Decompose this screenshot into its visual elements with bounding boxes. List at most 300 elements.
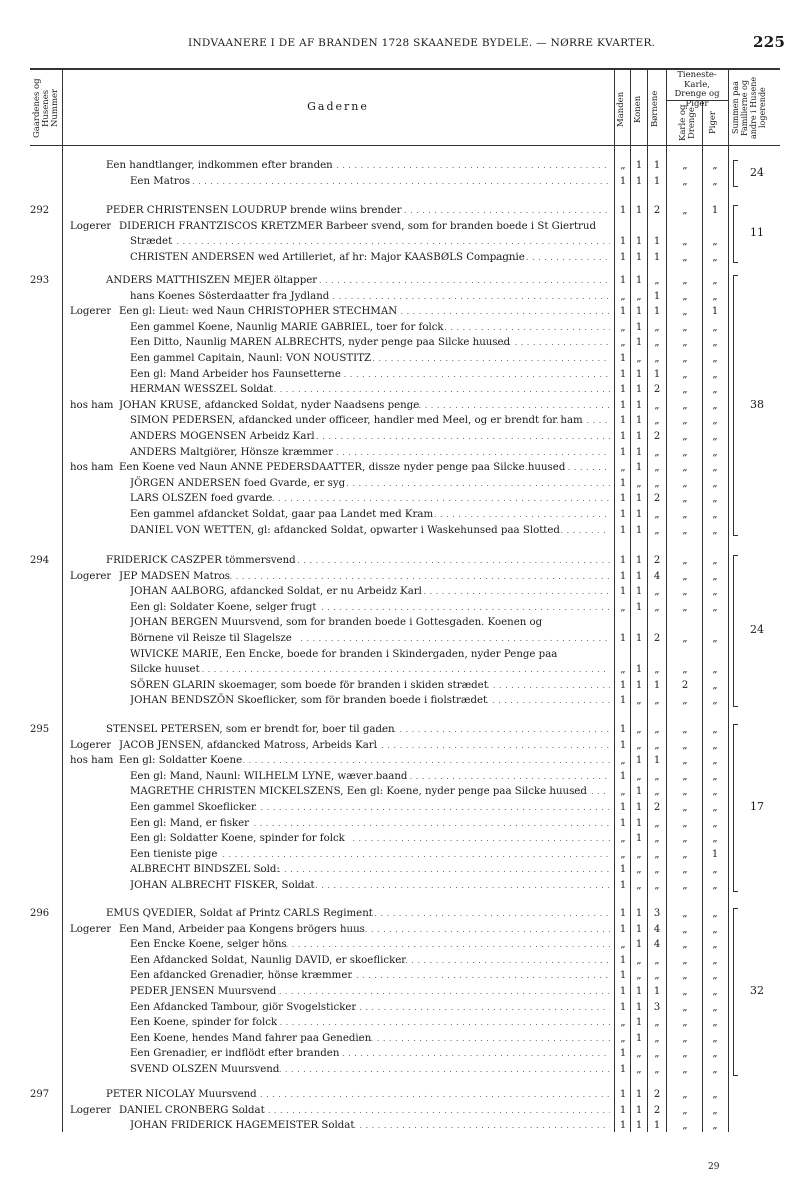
men-count: 1	[619, 509, 627, 520]
table-row	[0, 662, 800, 678]
col-head-streets: Gaderne	[307, 100, 369, 113]
girls-count: „	[712, 695, 718, 707]
wives-count: 1	[635, 1104, 643, 1116]
entry-text: ANDERS MOGENSEN Arbeidz Karl	[130, 431, 315, 442]
table-row	[0, 862, 800, 878]
table-row	[0, 491, 800, 507]
running-header: INDVAANERE I DE AF BRANDEN 1728 SKAANEDE BYDELE. — NØRRE KVARTER.	[188, 37, 656, 49]
wives-count: „	[636, 848, 642, 860]
men-count: „	[620, 290, 626, 302]
leader-dots	[347, 1000, 610, 1016]
girls-count: „	[712, 1017, 718, 1029]
boys-count: „	[682, 353, 688, 364]
lodger-prefix: Logerer	[70, 570, 112, 582]
table-row	[0, 413, 800, 429]
col-head-men: Manden	[616, 91, 626, 127]
table-row	[0, 631, 800, 647]
wives-count: 1	[635, 802, 643, 813]
girls-count: „	[712, 833, 718, 845]
leader-dots	[399, 584, 610, 600]
table-row	[0, 906, 800, 922]
wives-count: „	[636, 695, 642, 707]
men-count: „	[620, 601, 626, 613]
table-row	[0, 320, 800, 336]
leader-dots	[477, 250, 610, 266]
men-count: 1	[619, 555, 627, 566]
girls-count: „	[712, 555, 718, 566]
men-count: 1	[619, 724, 627, 735]
group-total: 24	[750, 623, 764, 636]
girls-count: „	[712, 939, 718, 951]
girls-count: „	[712, 864, 718, 876]
children-count: „	[654, 337, 660, 349]
men-count: 1	[619, 1120, 627, 1132]
boys-count: „	[682, 833, 688, 845]
table-row	[0, 953, 800, 969]
men-count: 1	[619, 986, 627, 997]
wives-count: 1	[635, 633, 643, 644]
children-count: „	[654, 524, 660, 536]
girls-count: „	[712, 275, 718, 286]
men-count: „	[620, 462, 626, 474]
wives-count: 1	[635, 555, 643, 566]
wives-count: 1	[635, 664, 643, 676]
entry-text: JEP MADSEN Matros	[119, 570, 230, 582]
girls-count: „	[712, 817, 718, 829]
boys-count: „	[682, 446, 688, 458]
leader-dots	[280, 937, 610, 953]
table-row	[0, 158, 800, 174]
men-count: 1	[619, 524, 627, 536]
children-count: 2	[653, 633, 661, 644]
children-count: 2	[653, 384, 661, 396]
men-count: 1	[619, 880, 627, 891]
leader-dots	[332, 968, 610, 984]
wives-count: „	[636, 954, 642, 966]
entry-text: DANIEL VON WETTEN, gl: afdancked Soldat, opwarter i Waskehunsed paa Slotted	[130, 524, 560, 536]
entry-text: ANDERS Maltgiörer, Hönsze kræmmer	[130, 446, 333, 458]
leader-dots	[352, 304, 610, 320]
entry-text: FRIDERICK CASZPER tömmersvend	[106, 555, 296, 566]
boys-count: „	[682, 864, 688, 876]
entry-text: JACOB JENSEN, afdancked Matross, Arbeids Karl	[119, 739, 377, 751]
men-count: 1	[619, 493, 627, 505]
wives-count: „	[636, 880, 642, 891]
wives-count: „	[636, 770, 642, 782]
table-row	[0, 367, 800, 383]
leader-dots	[410, 507, 610, 523]
leader-dots	[186, 174, 610, 190]
children-count: 4	[653, 570, 661, 582]
boys-count: „	[682, 570, 688, 582]
group-total: 17	[750, 799, 764, 813]
group-brace	[733, 908, 740, 1076]
boys-count: „	[682, 431, 688, 442]
group-total: 24	[750, 165, 764, 179]
wives-count: 1	[635, 368, 643, 380]
men-count: „	[620, 939, 626, 951]
leader-dots	[254, 862, 610, 878]
children-count: „	[654, 864, 660, 876]
boys-count: „	[682, 954, 688, 966]
entry-text: Een gammel Capitain, Naunl: VON NOUSTITZ	[130, 353, 372, 364]
men-count: 1	[619, 306, 627, 318]
table-row	[0, 831, 800, 847]
men-count: 1	[619, 205, 627, 216]
wives-count: 1	[635, 755, 643, 767]
wives-count: 1	[635, 462, 643, 474]
wives-count: 1	[635, 908, 643, 919]
group-brace	[733, 205, 740, 263]
boys-count: „	[682, 664, 688, 676]
col-head-children: Børnene	[650, 90, 660, 128]
boys-count: „	[682, 586, 688, 598]
girls-count: „	[712, 251, 718, 263]
men-count: 1	[619, 1089, 627, 1100]
table-row	[0, 234, 800, 250]
girls-count: „	[712, 431, 718, 442]
entry-text: hans Koenes Sösterdaatter fra Jydland	[130, 290, 330, 302]
house-number-text: 297	[30, 1089, 50, 1100]
col-head-total: Summen paa Familierne og andre i Husene logerende	[731, 76, 767, 140]
wives-count: „	[636, 1048, 642, 1060]
girls-count: „	[712, 290, 718, 302]
wives-count: 1	[635, 986, 643, 997]
entry-text: Een Encke Koene, selger höns	[130, 939, 287, 951]
table-row	[0, 304, 800, 320]
house-number-text: 293	[30, 275, 50, 286]
leader-dots	[237, 1103, 610, 1119]
wives-count: 1	[635, 923, 643, 935]
wives-count: 1	[635, 160, 643, 171]
children-count: „	[654, 446, 660, 458]
entry-text: JOHAN KRUSE, afdancked Soldat, nyder Naadsens penge	[119, 399, 420, 411]
wives-count: 1	[635, 205, 643, 216]
entry-text: STENSEL PETERSEN, som er brendt for, boer til gaden	[106, 724, 395, 735]
children-count: 1	[653, 679, 661, 691]
girls-count: „	[712, 353, 718, 364]
table-row	[0, 922, 800, 938]
wives-count: 1	[635, 939, 643, 951]
children-count: „	[654, 415, 660, 427]
boys-count: „	[682, 509, 688, 520]
girls-count: „	[712, 664, 718, 676]
table-row	[0, 219, 800, 235]
leader-dots	[373, 769, 610, 785]
wives-count: 1	[635, 570, 643, 582]
girls-count: „	[712, 1064, 718, 1075]
col-head-house: Gaardenes og Husenes Nummer	[32, 78, 60, 138]
leader-dots	[230, 1087, 610, 1103]
children-count: „	[654, 1064, 660, 1075]
table-row	[0, 584, 800, 600]
girls-count: „	[712, 1001, 718, 1013]
entry-text: Een handtlanger, indkommen efter branden	[106, 160, 333, 171]
lodger-prefix: hos ham	[70, 755, 114, 767]
men-count: 1	[619, 175, 627, 187]
boys-count: „	[682, 880, 688, 891]
children-count: „	[654, 353, 660, 364]
entry-text: PEDER CHRISTENSEN LOUDRUP brende wiins brender	[106, 205, 402, 216]
table-row	[0, 647, 800, 663]
lodger-prefix: Logerer	[70, 220, 112, 232]
lodger-prefix: Logerer	[70, 1104, 112, 1116]
table-row	[0, 738, 800, 754]
wives-count: 1	[635, 601, 643, 613]
girls-count: „	[712, 477, 718, 489]
table-row	[0, 174, 800, 190]
header-bottom-rule	[30, 145, 780, 146]
table-row	[0, 722, 800, 738]
leader-dots	[357, 738, 610, 754]
entry-text: MAGRETHE CHRISTEN MICKELSZENS, Een gl: Koene, nyder penge paa Silcke huused	[130, 786, 587, 798]
table-row	[0, 1118, 800, 1134]
men-count: 1	[619, 275, 627, 286]
girls-count: „	[712, 755, 718, 767]
girls-count: „	[712, 524, 718, 536]
children-count: „	[654, 970, 660, 982]
children-count: 2	[653, 205, 661, 216]
table-row	[0, 460, 800, 476]
girls-count: „	[712, 160, 718, 171]
entry-text: DANIEL CRONBERG Soldat	[119, 1104, 265, 1116]
men-count: „	[620, 786, 626, 798]
girls-count: „	[712, 601, 718, 613]
entry-text: Een Afdancked Soldat, Naunlig DAVID, er skoeflicker	[130, 954, 407, 966]
leader-dots	[347, 922, 610, 938]
col-head-girls: Piger	[708, 111, 718, 135]
men-count: 1	[619, 236, 627, 248]
children-count: 2	[653, 431, 661, 442]
wives-count: 1	[635, 1001, 643, 1013]
boys-count: „	[682, 802, 688, 813]
girls-count: „	[712, 493, 718, 505]
wives-count: 1	[635, 337, 643, 349]
men-count: 1	[619, 864, 627, 876]
table-row	[0, 382, 800, 398]
men-count: 1	[619, 679, 627, 691]
entry-text: Een gl: Mand Arbeider hos Faunsetterne	[130, 368, 341, 380]
entry-text: CHRISTEN ANDERSEN wed Artilleriet, af hr: Major KAASBØLS Compagnie	[130, 251, 525, 263]
entry-text: LARS OLSZEN foed gvarde	[130, 493, 273, 505]
leader-dots	[342, 1046, 610, 1062]
leader-dots	[254, 491, 610, 507]
wives-count: 1	[635, 415, 643, 427]
wives-count: 1	[635, 384, 643, 396]
leader-dots	[321, 600, 610, 616]
group-total: 38	[750, 397, 764, 411]
girls-count: „	[712, 509, 718, 520]
men-count: 1	[619, 477, 627, 489]
table-row	[0, 1046, 800, 1062]
wives-count: 1	[635, 275, 643, 286]
boys-count: 2	[681, 679, 689, 691]
children-count: „	[654, 321, 660, 333]
table-row	[0, 968, 800, 984]
boys-count: „	[682, 1120, 688, 1132]
girls-count: „	[712, 368, 718, 380]
leader-dots	[276, 273, 610, 289]
table-row	[0, 753, 800, 769]
entry-text: EMUS QVEDIER, Soldat af Printz CARLS Regiment	[106, 908, 373, 919]
leader-dots	[344, 906, 610, 922]
leader-dots	[456, 678, 610, 694]
entry-text: Een gl: Mand, er fisker	[130, 817, 250, 829]
girls-count: „	[712, 770, 718, 782]
entry-text: JOHAN BENDSZÖN Skoeflicker, som för branden boede i fiolstrædet	[130, 695, 488, 707]
men-count: 1	[619, 739, 627, 751]
children-count: „	[654, 954, 660, 966]
leader-dots	[524, 784, 610, 800]
wives-count: „	[636, 290, 642, 302]
children-count: 1	[653, 290, 661, 302]
lodger-prefix: Logerer	[70, 739, 112, 751]
leader-dots	[300, 631, 610, 647]
children-count: „	[654, 509, 660, 520]
girls-count: „	[712, 954, 718, 966]
entry-text: Een Matros	[130, 175, 191, 187]
men-count: 1	[619, 908, 627, 919]
entry-text: JOHAN ALBRECHT FISKER, Soldat	[130, 880, 315, 891]
boys-count: „	[682, 524, 688, 536]
wives-count: 1	[635, 251, 643, 263]
leader-dots	[375, 722, 610, 738]
girls-count: „	[712, 446, 718, 458]
leader-dots	[261, 553, 610, 569]
table-row	[0, 1031, 800, 1047]
table-row	[0, 553, 800, 569]
leader-dots	[285, 878, 610, 894]
boys-count: „	[682, 384, 688, 396]
entry-text: JOHAN FRIDERICK HAGEMEISTER Soldat	[130, 1120, 355, 1132]
children-count: 4	[653, 939, 661, 951]
leader-dots	[306, 445, 610, 461]
children-count: 1	[653, 1120, 661, 1132]
girls-count: „	[712, 908, 718, 919]
boys-count: „	[682, 1089, 688, 1100]
men-count: „	[620, 1032, 626, 1044]
table-row	[0, 784, 800, 800]
girls-count: „	[712, 923, 718, 935]
table-row	[0, 615, 800, 631]
men-count: „	[620, 1017, 626, 1029]
entry-text: SVEND OLSZEN Muursvend	[130, 1064, 280, 1075]
leader-dots	[248, 1062, 610, 1078]
children-count: 1	[653, 175, 661, 187]
boys-count: „	[682, 290, 688, 302]
lodger-prefix: Logerer	[70, 306, 112, 318]
girls-count: 1	[711, 848, 719, 860]
girls-count: „	[712, 802, 718, 813]
girls-count: „	[712, 462, 718, 474]
entry-text: Een Koene ved Naun ANNE PEDERSDAATTER, dissze nyder penge paa Silcke huused	[119, 462, 566, 474]
wives-count: 1	[635, 817, 643, 829]
men-count: „	[620, 321, 626, 333]
leader-dots	[311, 1118, 610, 1134]
house-number-text: 294	[30, 555, 50, 566]
leader-dots	[462, 693, 610, 709]
table-row	[0, 1000, 800, 1016]
children-count: 3	[653, 1001, 661, 1013]
leader-dots	[326, 289, 610, 305]
men-count: „	[620, 755, 626, 767]
boys-count: „	[682, 399, 688, 411]
leader-dots	[280, 1015, 610, 1031]
table-row	[0, 429, 800, 445]
entry-text: Een gammel Skoeflicker	[130, 802, 256, 813]
boys-count: „	[682, 462, 688, 474]
boys-count: „	[682, 306, 688, 318]
girls-count: „	[712, 1089, 718, 1100]
boys-count: „	[682, 1048, 688, 1060]
children-count: „	[654, 1032, 660, 1044]
wives-count: „	[636, 970, 642, 982]
table-row	[0, 984, 800, 1000]
children-count: „	[654, 601, 660, 613]
girls-count: „	[712, 321, 718, 333]
house-number-text: 295	[30, 724, 50, 735]
table-row	[0, 678, 800, 694]
girls-count: „	[712, 970, 718, 982]
entry-text: Een gl: Soldater Koene, selger frugt	[130, 601, 317, 613]
wives-count: 1	[635, 1032, 643, 1044]
girls-count: 1	[711, 205, 719, 216]
boys-count: „	[682, 1064, 688, 1075]
entry-text: ANDERS MATTHISZEN MEJER öltapper	[106, 275, 318, 286]
page-number: 225	[753, 33, 786, 51]
leader-dots	[202, 662, 610, 678]
table-row	[0, 289, 800, 305]
boys-count: „	[682, 415, 688, 427]
children-count: „	[654, 586, 660, 598]
col-head-servants: Tieneste-Karle, Drenge og Piger	[674, 70, 720, 109]
children-count: „	[654, 833, 660, 845]
girls-count: „	[712, 175, 718, 187]
children-count: 2	[653, 555, 661, 566]
wives-count: „	[636, 1064, 642, 1075]
boys-count: „	[682, 275, 688, 286]
entry-text: Een afdancked Grenadier, hönse kræmmer	[130, 970, 353, 982]
girls-count: „	[712, 880, 718, 891]
table-row	[0, 847, 800, 863]
boys-count: „	[682, 817, 688, 829]
leader-dots	[420, 320, 610, 336]
table-row	[0, 445, 800, 461]
men-count: 1	[619, 1001, 627, 1013]
leader-dots	[472, 335, 610, 351]
table-row	[0, 1087, 800, 1103]
leader-dots	[248, 984, 610, 1000]
table-row	[0, 203, 800, 219]
table-row	[0, 523, 800, 539]
children-count: 1	[653, 306, 661, 318]
men-count: 1	[619, 802, 627, 813]
entry-text: Een gl: Lieut: wed Naun CHRISTOPHER STECHMAN	[119, 306, 398, 318]
men-count: „	[620, 664, 626, 676]
children-count: „	[654, 275, 660, 286]
children-count: 1	[653, 986, 661, 997]
lodger-prefix: hos ham	[70, 462, 114, 474]
children-count: „	[654, 739, 660, 751]
girls-count: „	[712, 633, 718, 644]
leader-dots	[170, 234, 610, 250]
wives-count: 1	[635, 431, 643, 442]
wives-count: 1	[635, 524, 643, 536]
girls-count: „	[712, 384, 718, 396]
wives-count: 1	[635, 1120, 643, 1132]
leader-dots	[550, 413, 610, 429]
signature-mark: 29	[708, 1162, 720, 1172]
